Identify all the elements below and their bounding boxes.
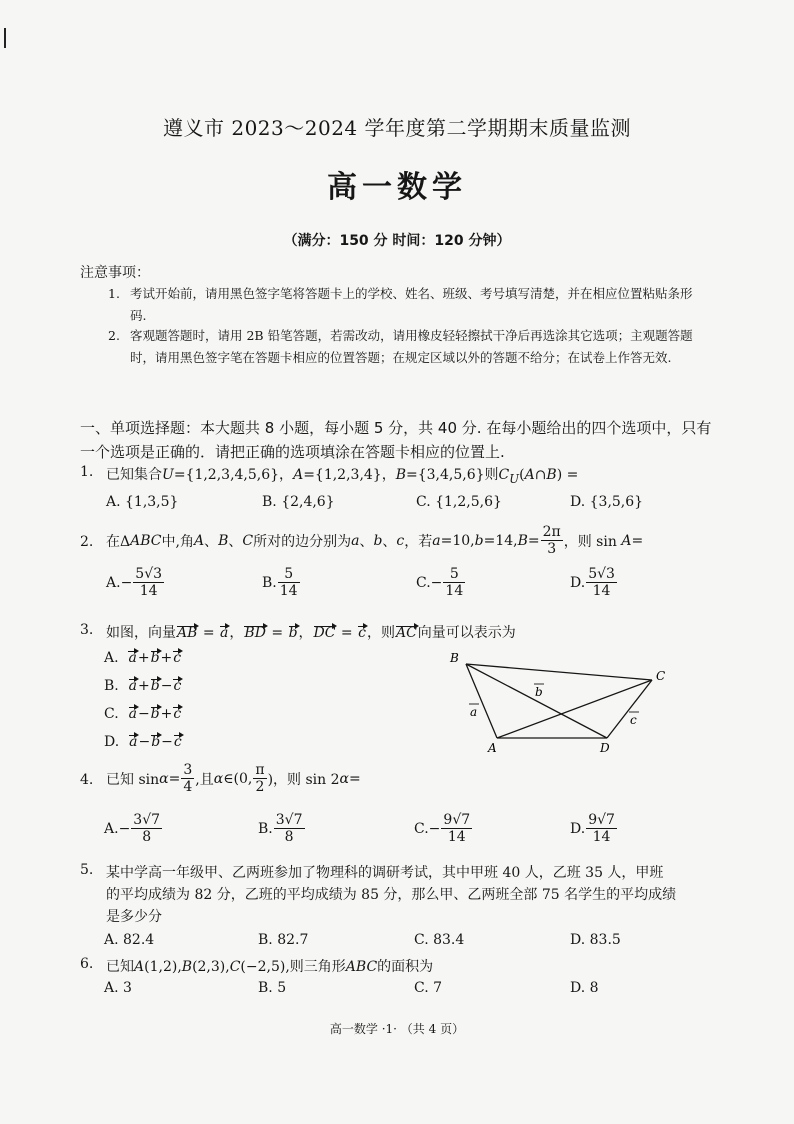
page-footer: 高一数学 ·1· （共 4 页） xyxy=(329,1022,465,1036)
question-stem: 已知 sin α = $\frac{3}{4}$ ,且 α ∈(0, $\frac{\pi}{2}$ )，则 sin 2 α = xyxy=(106,762,361,796)
question-3 xyxy=(80,622,516,642)
option-d[interactable]: D. $\frac{9√7}{14}$ xyxy=(570,812,615,846)
question-number: 2. xyxy=(80,534,94,550)
option-a[interactable]: A. {1,3,5} xyxy=(106,494,179,510)
question-6 xyxy=(80,956,433,976)
section-heading: 一、单项选择题：本大题共 8 小题，每小题 5 分，共 40 分. 在每小题给出的四个选项中，只有一个选项是正确的．请把正确的选项填涂在答题卡相应的位置上. xyxy=(80,419,712,461)
option-b[interactable]: B. 82.7 xyxy=(258,932,309,948)
note-number: 2. xyxy=(108,328,120,343)
segment-ab xyxy=(466,664,497,738)
option-d[interactable]: D. a−b−c xyxy=(104,734,182,750)
option-b[interactable]: B. {2,4,6} xyxy=(262,494,335,510)
option-c[interactable]: C. − $\frac{5}{14}$ xyxy=(416,566,464,600)
question-stem: 某中学高一年级甲、乙两班参加了物理科的调研考试，其中甲班 40 人，乙班 35 人，甲班 的平均成绩为 82 分，乙班的平均成绩为 85 分，那么甲、乙两班全部 75 名学生的平均成绩 是多少分 xyxy=(106,865,677,925)
option-a[interactable]: A. − $\frac{3√7}{8}$ xyxy=(104,812,161,846)
note-item xyxy=(108,283,708,327)
option-a[interactable]: A. 3 xyxy=(104,980,132,996)
scan-edge-mark xyxy=(4,28,6,48)
question-number: 3. xyxy=(80,622,94,638)
option-a[interactable]: A. − $\frac{5√3}{14}$ xyxy=(106,566,163,600)
option-b[interactable]: B. a+b−c xyxy=(104,678,182,694)
question-number: 1. xyxy=(80,464,94,480)
point-label-a: A xyxy=(488,741,497,755)
question-number: 4. xyxy=(80,772,94,788)
option-c[interactable]: C. − $\frac{9√7}{14}$ xyxy=(414,812,471,846)
question-4 xyxy=(80,762,361,795)
option-c[interactable]: C. a−b+c xyxy=(104,706,182,722)
question-2 xyxy=(80,524,643,557)
option-d[interactable]: D. 8 xyxy=(570,980,599,996)
option-b[interactable]: B. 5 xyxy=(258,980,287,996)
option-c[interactable]: C. 83.4 xyxy=(414,932,465,948)
note-item xyxy=(108,325,708,369)
question-number: 5. xyxy=(80,862,94,878)
question-stem: 在Δ ABC 中,角 A 、 B 、 C 所对的边分别为 a 、 b 、 c ，若 a =10, b =14, B = $\frac{2\pi}{3}$ ，则 sin A = xyxy=(106,524,644,558)
point-label-c: C xyxy=(656,669,666,683)
exam-title: 遵义市 2023～2024 学年度第二学期期末质量监测 xyxy=(162,116,631,140)
option-b[interactable]: B. $\frac{5}{14}$ xyxy=(262,566,298,600)
vector-label-a: a xyxy=(470,705,478,719)
note-text: 考试开始前，请用黑色签字笔将答题卡上的学校、姓名、班级、考号填写清楚，并在相应位置粘贴条形码. xyxy=(130,286,693,323)
point-label-b: B xyxy=(450,651,459,665)
option-b[interactable]: B. $\frac{3√7}{8}$ xyxy=(258,812,303,846)
option-d[interactable]: D. $\frac{5√3}{14}$ xyxy=(570,566,615,600)
option-c[interactable]: C. 7 xyxy=(414,980,443,996)
vector-label-b: b xyxy=(535,685,543,699)
point-label-d: D xyxy=(600,741,610,755)
option-a[interactable]: A. 82.4 xyxy=(104,932,155,948)
question-stem: 已知集合U={1,2,3,4,5,6}，A={1,2,3,4}，B={3,4,5,6}则$C_U(A\cap B)$ = xyxy=(106,467,579,486)
notes-heading: 注意事项： xyxy=(80,265,150,281)
vector-label-c: c xyxy=(630,713,637,727)
question-stem: 如图，向量AB = a，BD = b，DC = c，则AC向量可以表示为 xyxy=(106,625,516,641)
question-1 xyxy=(80,464,578,486)
option-d[interactable]: D. 83.5 xyxy=(570,932,621,948)
note-number: 1. xyxy=(108,286,120,301)
option-c[interactable]: C. {1,2,5,6} xyxy=(416,494,502,510)
question-stem: 已知A(1,2),B(2,3),C(−2,5),则三角形ABC的面积为 xyxy=(106,959,434,975)
question-5 xyxy=(80,862,676,928)
option-d[interactable]: D. {3,5,6} xyxy=(570,494,644,510)
quadrilateral-figure xyxy=(440,646,690,756)
score-time-info: （满分：150 分 时间：120 分钟） xyxy=(283,233,511,249)
question-number: 6. xyxy=(80,956,94,972)
segment-bd xyxy=(466,664,607,738)
option-a[interactable]: A. a+b+c xyxy=(104,650,182,666)
note-text: 客观题答题时，请用 2B 铅笔答题，若需改动，请用橡皮轻轻擦拭干净后再选涂其它选项；主观题答题时，请用黑色签字笔在答题卡相应的位置答题；在规定区域以外的答题不给分；在试卷上作答无效. xyxy=(130,328,693,365)
subject-title: 高一数学 xyxy=(327,170,467,205)
segment-bc xyxy=(466,664,652,680)
